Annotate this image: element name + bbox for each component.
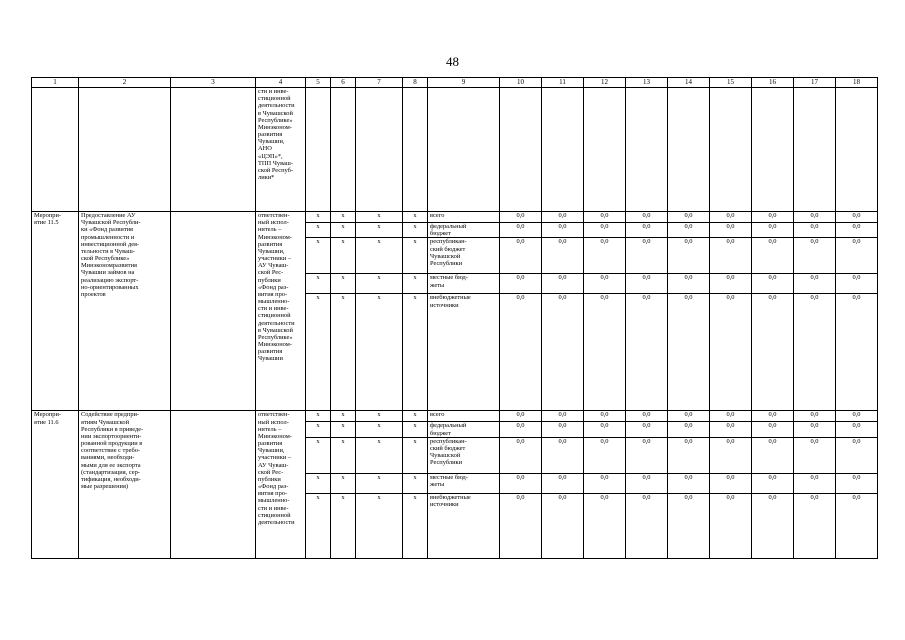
text-line: Чувашии,: [258, 138, 285, 146]
text-line: деятельности: [258, 102, 295, 110]
value-cell: 0,0: [668, 223, 710, 238]
column-number-row: [32, 78, 878, 88]
text-line: стиционной: [258, 312, 291, 320]
table-cell: [668, 88, 710, 212]
value-cell: 0,0: [752, 212, 794, 223]
text-line: промышленности и: [81, 233, 135, 241]
text-line: местные бюд-: [430, 473, 468, 481]
value-cell: 0,0: [500, 274, 542, 294]
text-line: развития: [258, 131, 283, 139]
value-cell: 0,0: [794, 422, 836, 437]
funding-source-cell: [428, 411, 500, 422]
text-line: Содействие предпри-: [81, 411, 140, 419]
value-cell: 0,0: [542, 223, 584, 238]
mark-cell: x: [356, 411, 403, 422]
text-line: ской Республике»: [81, 255, 130, 263]
text-line: всего: [430, 212, 445, 219]
value-cell: 0,0: [584, 493, 626, 558]
text-line: АУ Чуваш-: [258, 461, 289, 469]
mark-cell: x: [306, 212, 331, 223]
column-number: 1: [32, 78, 79, 88]
mark-cell: x: [403, 238, 428, 274]
value-cell: 0,0: [836, 212, 878, 223]
text-line: стиционной: [258, 511, 291, 519]
continuation-row: [32, 88, 878, 212]
column-number: 8: [403, 78, 428, 88]
table-cell: [626, 88, 668, 212]
value-cell: 0,0: [542, 238, 584, 274]
text-line: источники: [430, 500, 459, 508]
mark-cell: x: [306, 274, 331, 294]
value-cell: 0,0: [794, 493, 836, 558]
value-cell: 0,0: [584, 437, 626, 473]
value-cell: 0,0: [500, 422, 542, 437]
activity-name-cell: [79, 212, 171, 411]
value-cell: 0,0: [710, 422, 752, 437]
value-cell: 0,0: [836, 473, 878, 493]
text-line: вития про-: [258, 490, 288, 498]
table-cell: [171, 88, 256, 212]
text-line: вития про-: [258, 290, 288, 298]
value-cell: 0,0: [584, 212, 626, 223]
value-cell: 0,0: [500, 411, 542, 422]
column-number: 5: [306, 78, 331, 88]
value-cell: 0,0: [626, 212, 668, 223]
value-cell: 0,0: [500, 238, 542, 274]
text-line: внебюджетные: [430, 294, 471, 302]
column-number: 18: [836, 78, 878, 88]
text-line: жеты: [430, 480, 445, 488]
column-number: 15: [710, 78, 752, 88]
mark-cell: x: [356, 422, 403, 437]
table-cell: [331, 88, 356, 212]
value-cell: 0,0: [626, 493, 668, 558]
text-line: Чувашской Республи-: [81, 219, 141, 227]
value-cell: 0,0: [626, 422, 668, 437]
page-number: 48: [446, 54, 459, 69]
mark-cell: x: [403, 473, 428, 493]
text-line: Минэкономразвития: [81, 262, 137, 270]
text-line: деятельности: [258, 319, 295, 327]
column-number: 17: [794, 78, 836, 88]
table-cell: [306, 88, 331, 212]
table-cell: [584, 88, 626, 212]
text-line: мышленно-: [258, 497, 290, 505]
funding-source-cell: [428, 473, 500, 493]
value-cell: 0,0: [626, 223, 668, 238]
value-cell: 0,0: [542, 294, 584, 411]
text-line: Республике»: [258, 333, 293, 341]
text-line: Чувашии: [258, 355, 283, 363]
value-cell: 0,0: [626, 473, 668, 493]
column-number: 14: [668, 78, 710, 88]
mark-cell: x: [331, 294, 356, 411]
value-cell: 0,0: [626, 238, 668, 274]
value-cell: 0,0: [794, 212, 836, 223]
value-cell: 0,0: [710, 294, 752, 411]
value-cell: 0,0: [752, 274, 794, 294]
responsible-cell: [256, 411, 306, 558]
value-cell: 0,0: [752, 411, 794, 422]
value-cell: 0,0: [584, 274, 626, 294]
value-cell: 0,0: [794, 437, 836, 473]
text-line: публики: [258, 475, 281, 483]
value-cell: 0,0: [542, 437, 584, 473]
value-cell: 0,0: [584, 473, 626, 493]
value-cell: 0,0: [710, 493, 752, 558]
value-cell: 0,0: [668, 411, 710, 422]
mark-cell: x: [306, 411, 331, 422]
text-line: инвестиционной дея-: [81, 240, 140, 248]
text-line: республикан-: [430, 238, 467, 246]
value-cell: 0,0: [500, 223, 542, 238]
text-line: Минэконом-: [258, 432, 292, 440]
value-cell: 0,0: [836, 294, 878, 411]
table-row: [32, 411, 878, 422]
funding-source-cell: [428, 223, 500, 238]
text-line: «ЦЭП»*,: [258, 152, 283, 160]
text-line: в Чувашской: [258, 109, 293, 117]
text-line: мышленно-: [258, 298, 290, 306]
column-number: 4: [256, 78, 306, 88]
value-cell: 0,0: [710, 411, 752, 422]
mark-cell: x: [306, 493, 331, 558]
value-cell: 0,0: [626, 411, 668, 422]
mark-cell: x: [331, 238, 356, 274]
text-line: АУ Чуваш-: [258, 262, 289, 270]
value-cell: 0,0: [836, 493, 878, 558]
text-line: Минэконом-: [258, 123, 292, 131]
table-cell: [710, 88, 752, 212]
text-line: федеральный: [430, 422, 467, 430]
text-line: стиционной: [258, 95, 291, 103]
value-cell: 0,0: [542, 493, 584, 558]
text-line: деятельности: [258, 518, 295, 526]
text-line: лики*: [258, 174, 275, 182]
mark-cell: x: [356, 212, 403, 223]
mark-cell: x: [306, 223, 331, 238]
value-cell: 0,0: [584, 422, 626, 437]
value-cell: 0,0: [626, 294, 668, 411]
mark-cell: x: [306, 437, 331, 473]
table-row: [32, 212, 878, 223]
text-line: «Фонд раз-: [258, 483, 289, 491]
text-line: федеральный: [430, 223, 467, 230]
value-cell: 0,0: [668, 238, 710, 274]
text-line: участники –: [258, 454, 292, 462]
text-line: бюджет: [430, 230, 451, 238]
text-line: сти и инве-: [258, 305, 289, 313]
text-line: всего: [430, 411, 445, 419]
text-line: реализацию экспорт-: [81, 276, 139, 284]
value-cell: 0,0: [542, 212, 584, 223]
column-number: 10: [500, 78, 542, 88]
text-line: Республики в приведе-: [81, 425, 144, 433]
text-line: (стандартизация, сер-: [81, 468, 140, 476]
value-cell: 0,0: [752, 473, 794, 493]
value-cell: 0,0: [794, 238, 836, 274]
value-cell: 0,0: [836, 422, 878, 437]
text-line: но-ориентированных: [81, 283, 139, 291]
text-line: ТПП Чуваш-: [258, 159, 293, 167]
text-line: ский бюджет: [430, 245, 466, 253]
value-cell: 0,0: [752, 238, 794, 274]
text-line: АНО: [258, 145, 272, 153]
value-cell: 0,0: [794, 223, 836, 238]
activity-name-cell: [79, 411, 171, 558]
activity-code-cell: [32, 212, 79, 411]
value-cell: 0,0: [752, 437, 794, 473]
column-number: 13: [626, 78, 668, 88]
text-line: ответствен-: [258, 411, 290, 419]
value-cell: 0,0: [710, 437, 752, 473]
text-line: Республики: [430, 459, 463, 467]
table-cell: [32, 88, 79, 212]
mark-cell: x: [331, 411, 356, 422]
value-cell: 0,0: [584, 223, 626, 238]
column-number: 11: [542, 78, 584, 88]
value-cell: 0,0: [668, 422, 710, 437]
funding-source-cell: [428, 212, 500, 223]
text-line: «Фонд раз-: [258, 283, 289, 291]
value-cell: 0,0: [836, 274, 878, 294]
text-line: нии экспортоориенти-: [81, 432, 142, 440]
value-cell: 0,0: [668, 274, 710, 294]
value-cell: 0,0: [710, 473, 752, 493]
text-line: Чувашской: [430, 252, 461, 260]
text-line: внебюджетные: [430, 493, 471, 501]
value-cell: 0,0: [668, 493, 710, 558]
funding-source-cell: [428, 422, 500, 437]
value-cell: 0,0: [542, 274, 584, 294]
text-line: ской Рес-: [258, 269, 284, 277]
mark-cell: x: [403, 411, 428, 422]
text-line: ской Рес-: [258, 468, 284, 476]
text-line: нитель –: [258, 425, 282, 433]
value-cell: 0,0: [752, 493, 794, 558]
table-cell: [79, 88, 171, 212]
table-cell: [356, 88, 403, 212]
value-cell: 0,0: [836, 238, 878, 274]
text-line: тификация, необходи-: [81, 475, 141, 483]
responsible-cell: [256, 88, 306, 212]
mark-cell: x: [331, 223, 356, 238]
text-line: проектов: [81, 290, 106, 298]
table-cell: [836, 88, 878, 212]
table-cell: [171, 212, 256, 411]
text-line: ки «Фонд развития: [81, 226, 133, 234]
text-line: ятие 11.5: [34, 219, 59, 227]
column-number: 7: [356, 78, 403, 88]
text-line: ский бюджет: [430, 444, 466, 452]
text-line: развития: [258, 440, 283, 448]
text-line: Чувашии займов на: [81, 269, 135, 277]
text-line: развития: [258, 240, 283, 248]
text-line: ятиям Чувашской: [81, 418, 130, 426]
text-line: жеты: [430, 281, 445, 289]
value-cell: 0,0: [626, 437, 668, 473]
column-number: 16: [752, 78, 794, 88]
value-cell: 0,0: [836, 223, 878, 238]
value-cell: 0,0: [626, 274, 668, 294]
text-line: бюджет: [430, 429, 451, 437]
text-line: рованной продукции в: [81, 440, 143, 448]
mark-cell: x: [331, 274, 356, 294]
column-number: 9: [428, 78, 500, 88]
text-line: ятие 11.6: [34, 418, 59, 426]
value-cell: 0,0: [668, 212, 710, 223]
funding-source-cell: [428, 437, 500, 473]
funding-source-cell: [428, 238, 500, 274]
text-line: мые разрешения): [81, 483, 129, 491]
value-cell: 0,0: [500, 437, 542, 473]
table-cell: [752, 88, 794, 212]
value-cell: 0,0: [584, 294, 626, 411]
responsible-cell: [256, 212, 306, 411]
mark-cell: x: [331, 493, 356, 558]
value-cell: 0,0: [710, 238, 752, 274]
mark-cell: x: [403, 493, 428, 558]
funding-source-cell: [428, 493, 500, 558]
text-line: соответствие с требо-: [81, 447, 141, 455]
text-line: Чувашии,: [258, 247, 285, 255]
text-line: тельности в Чуваш-: [81, 247, 135, 255]
mark-cell: x: [356, 274, 403, 294]
column-number: 12: [584, 78, 626, 88]
mark-cell: x: [331, 212, 356, 223]
text-line: нитель –: [258, 226, 282, 234]
value-cell: 0,0: [752, 223, 794, 238]
mark-cell: x: [403, 212, 428, 223]
mark-cell: x: [356, 294, 403, 411]
column-number: 6: [331, 78, 356, 88]
mark-cell: x: [331, 473, 356, 493]
funding-source-cell: [428, 294, 500, 411]
text-line: Республики: [430, 259, 463, 267]
funding-source-cell: [428, 274, 500, 294]
value-cell: 0,0: [500, 294, 542, 411]
text-line: ный испол-: [258, 219, 289, 227]
text-line: публики: [258, 276, 281, 284]
table-cell: [428, 88, 500, 212]
value-cell: 0,0: [668, 473, 710, 493]
mark-cell: x: [356, 238, 403, 274]
mark-cell: x: [403, 437, 428, 473]
program-activities-table: [31, 77, 878, 559]
text-line: местные бюд-: [430, 274, 468, 282]
column-number: 2: [79, 78, 171, 88]
text-line: Минэконом-: [258, 233, 292, 241]
text-line: ный испол-: [258, 418, 289, 426]
value-cell: 0,0: [752, 422, 794, 437]
mark-cell: x: [403, 223, 428, 238]
text-line: ваниями, необходи-: [81, 454, 135, 462]
text-line: Минэконом-: [258, 341, 292, 349]
value-cell: 0,0: [794, 274, 836, 294]
value-cell: 0,0: [584, 411, 626, 422]
value-cell: 0,0: [794, 473, 836, 493]
table-body: [32, 88, 878, 559]
value-cell: 0,0: [752, 294, 794, 411]
value-cell: 0,0: [836, 411, 878, 422]
text-line: развития: [258, 348, 283, 356]
table-cell: [403, 88, 428, 212]
mark-cell: x: [403, 422, 428, 437]
text-line: ответствен-: [258, 212, 290, 219]
value-cell: 0,0: [542, 411, 584, 422]
text-line: участники –: [258, 255, 292, 263]
value-cell: 0,0: [500, 493, 542, 558]
mark-cell: x: [403, 274, 428, 294]
value-cell: 0,0: [542, 473, 584, 493]
value-cell: 0,0: [500, 473, 542, 493]
text-line: ской Респуб-: [258, 166, 294, 174]
table-cell: [794, 88, 836, 212]
mark-cell: x: [306, 238, 331, 274]
text-line: Чувашии,: [258, 447, 285, 455]
value-cell: 0,0: [668, 437, 710, 473]
mark-cell: x: [356, 473, 403, 493]
value-cell: 0,0: [794, 411, 836, 422]
value-cell: 0,0: [794, 294, 836, 411]
mark-cell: x: [356, 493, 403, 558]
mark-cell: x: [403, 294, 428, 411]
text-line: Меропри-: [34, 411, 61, 419]
text-line: Чувашской: [430, 452, 461, 460]
text-line: Предоставление АУ: [81, 212, 136, 219]
mark-cell: x: [331, 422, 356, 437]
value-cell: 0,0: [500, 212, 542, 223]
text-line: Меропри-: [34, 212, 61, 219]
value-cell: 0,0: [710, 274, 752, 294]
value-cell: 0,0: [584, 238, 626, 274]
table-cell: [542, 88, 584, 212]
mark-cell: x: [306, 473, 331, 493]
value-cell: 0,0: [710, 223, 752, 238]
text-line: мыми для ее экспорта: [81, 461, 141, 469]
mark-cell: x: [331, 437, 356, 473]
table-cell: [171, 411, 256, 558]
mark-cell: x: [356, 437, 403, 473]
value-cell: 0,0: [836, 437, 878, 473]
text-line: республикан-: [430, 437, 467, 445]
text-line: в Чувашской: [258, 326, 293, 334]
mark-cell: x: [306, 422, 331, 437]
activity-code-cell: [32, 411, 79, 558]
mark-cell: x: [356, 223, 403, 238]
text-line: источники: [430, 301, 459, 309]
text-line: Республике»: [258, 116, 293, 124]
column-number: 3: [171, 78, 256, 88]
mark-cell: x: [306, 294, 331, 411]
text-line: сти и инве-: [258, 88, 289, 95]
value-cell: 0,0: [668, 294, 710, 411]
value-cell: 0,0: [542, 422, 584, 437]
text-line: сти и инве-: [258, 504, 289, 512]
table-cell: [500, 88, 542, 212]
value-cell: 0,0: [710, 212, 752, 223]
